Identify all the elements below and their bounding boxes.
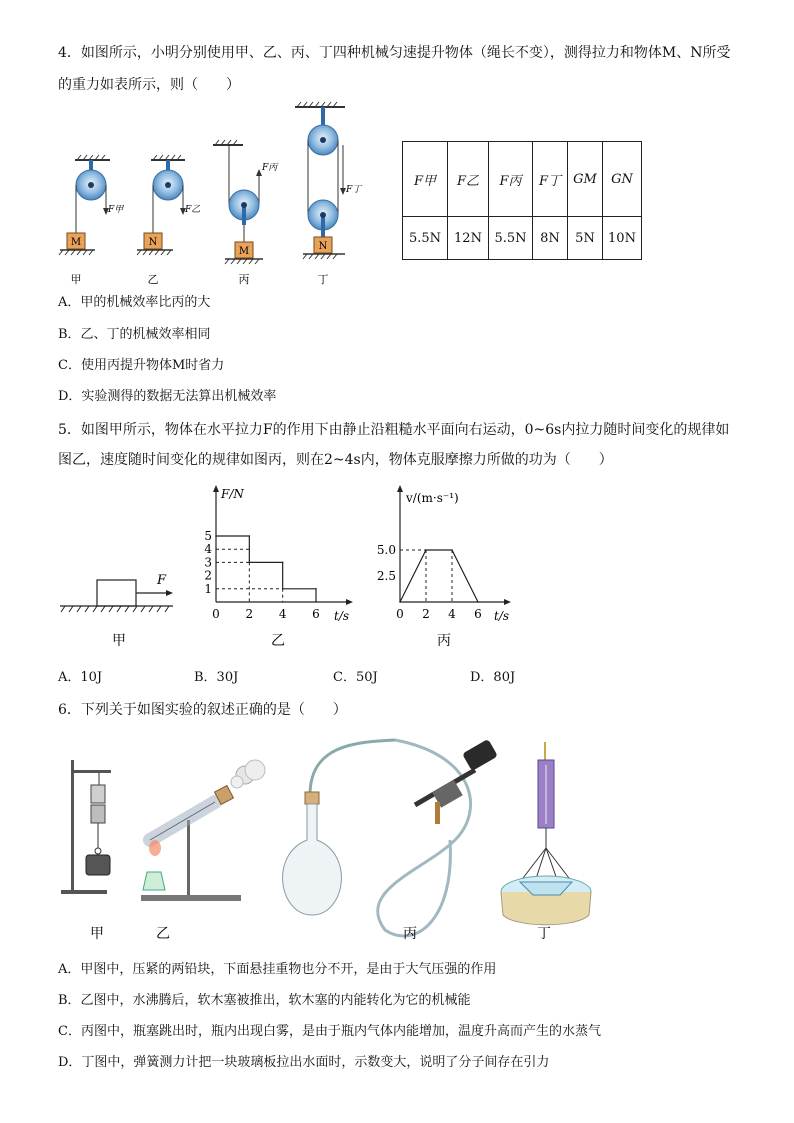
force-label-f: F bbox=[157, 573, 167, 588]
fF-xtick-4: 4 bbox=[278, 607, 287, 621]
th-g-n: GN bbox=[603, 142, 642, 217]
force-chart-xlabel: t/s bbox=[334, 609, 350, 623]
force-chart-ylabel: F/N bbox=[221, 487, 244, 501]
force-label-jia: F甲 bbox=[108, 205, 124, 215]
th-f-yi: F乙 bbox=[448, 142, 489, 217]
fig-label-q6-ding: 丁 bbox=[537, 926, 551, 942]
q4-option-a[interactable]: A．甲的机械效率比丙的大 bbox=[58, 295, 211, 310]
fF-ytick-2: 2 bbox=[204, 568, 212, 583]
q5-stem-line1: 5．如图甲所示，物体在水平拉力F的作用下由静止沿粗糙水平面向右运动，0~6s内拉力随时间变化的规律如 bbox=[58, 422, 730, 438]
fig-label-q5-bing: 丙 bbox=[437, 633, 451, 649]
th-f-ding: F丁 bbox=[533, 142, 568, 217]
pulley-ding bbox=[295, 102, 363, 259]
fF-ytick-3: 3 bbox=[204, 555, 212, 570]
th-f-jia: F甲 bbox=[403, 142, 448, 217]
exp-yi-test-tube bbox=[141, 760, 265, 901]
th-g-m: GM bbox=[568, 142, 603, 217]
th-f-bing: F丙 bbox=[489, 142, 533, 217]
fv-xtick-0: 0 bbox=[396, 607, 404, 621]
q4-pulley-figure bbox=[55, 100, 400, 285]
velocity-chart-xlabel: t/s bbox=[494, 609, 510, 623]
velocity-chart-ylabel: v/(m·s⁻¹) bbox=[406, 491, 459, 505]
q5-chart-force bbox=[196, 482, 366, 650]
td-f-jia: 5.5N bbox=[403, 217, 448, 260]
pulley-yi bbox=[137, 155, 200, 255]
q6-option-d[interactable]: D．丁图中，弹簧测力计把一块玻璃板拉出水面时，示数变大，说明了分子间存在引力 bbox=[58, 1055, 550, 1070]
q5-stem-line2: 图乙，速度随时间变化的规律如图丙，则在2~4s内，物体克服摩擦力所做的功为（ ） bbox=[58, 452, 613, 468]
force-label-yi: F乙 bbox=[185, 205, 201, 215]
pulley-jia bbox=[59, 155, 124, 255]
fig-label-q6-jia: 甲 bbox=[90, 926, 104, 942]
block-bing: M bbox=[238, 246, 250, 257]
q4-option-b[interactable]: B．乙、丁的机械效率相同 bbox=[58, 327, 211, 342]
q6-stem: 6．下列关于如图实验的叙述正确的是（ ） bbox=[58, 702, 347, 718]
fF-ytick-5: 5 bbox=[204, 529, 212, 543]
q6-option-b[interactable]: B．乙图中，水沸腾后，软木塞被推出，软木塞的内能转化为它的机械能 bbox=[58, 993, 471, 1008]
fF-ytick-4: 4 bbox=[204, 542, 212, 557]
td-g-n: 10N bbox=[603, 217, 642, 260]
pulley-bing bbox=[213, 140, 279, 264]
q4-data-table bbox=[402, 141, 642, 260]
velocity-series-line bbox=[400, 550, 478, 602]
fv-ytick-5.0: 5.0 bbox=[376, 543, 396, 557]
exp-jia-lead-blocks bbox=[61, 760, 111, 894]
fig-label-q5-jia: 甲 bbox=[112, 633, 126, 649]
fv-xtick-6: 6 bbox=[474, 607, 482, 621]
td-g-m: 5N bbox=[568, 217, 603, 260]
q4-stem-line2: 的重力如表所示，则（ ） bbox=[58, 77, 240, 93]
q5-option-a[interactable]: A．10J bbox=[58, 670, 103, 685]
q4-option-c[interactable]: C．使用丙提升物体M时省力 bbox=[58, 358, 225, 373]
q5-option-d[interactable]: D．80J bbox=[470, 670, 516, 685]
fig-label-q6-yi: 乙 bbox=[156, 926, 170, 942]
fF-ytick-1: 1 bbox=[204, 581, 212, 596]
td-f-yi: 12N bbox=[448, 217, 489, 260]
exp-bing-flask-pump bbox=[283, 739, 498, 936]
block-ding: N bbox=[318, 241, 328, 252]
fig-label-yi: 乙 bbox=[147, 273, 159, 285]
q6-option-c[interactable]: C．丙图中，瓶塞跳出时，瓶内出现白雾，是由于瓶内气体内能增加，温度升高而产生的水蒸气 bbox=[58, 1024, 601, 1039]
fv-xtick-2: 2 bbox=[422, 607, 430, 621]
q5-option-c[interactable]: C．50J bbox=[333, 670, 378, 685]
fF-xtick-0: 0 bbox=[212, 607, 220, 621]
fig-label-q6-bing: 丙 bbox=[403, 926, 417, 942]
td-f-ding: 8N bbox=[533, 217, 568, 260]
fv-ytick-2.5: 2.5 bbox=[376, 569, 396, 583]
fig-label-ding: 丁 bbox=[317, 273, 329, 285]
q4-option-d[interactable]: D．实验测得的数据无法算出机械效率 bbox=[58, 389, 277, 404]
force-label-ding: F丁 bbox=[346, 185, 362, 195]
fig-label-jia: 甲 bbox=[70, 273, 82, 285]
td-f-bing: 5.5N bbox=[489, 217, 533, 260]
q5-option-b[interactable]: B．30J bbox=[194, 670, 239, 685]
fig-label-bing: 丙 bbox=[238, 273, 250, 285]
q6-option-a[interactable]: A．甲图中，压紧的两铅块，下面悬挂重物也分不开，是由于大气压强的作用 bbox=[58, 962, 497, 977]
fig-label-q5-yi: 乙 bbox=[271, 633, 285, 649]
q5-chart-velocity bbox=[374, 482, 534, 650]
fF-xtick-2: 2 bbox=[245, 607, 254, 621]
exp-ding-spring-scale bbox=[501, 742, 591, 925]
q4-stem-line1: 4．如图所示，小明分别使用甲、乙、丙、丁四种机械匀速提升物体（绳长不变），测得拉力和物体M、N所受 bbox=[58, 45, 731, 61]
fv-xtick-4: 4 bbox=[448, 607, 456, 621]
fF-xtick-6: 6 bbox=[312, 607, 320, 621]
q6-experiments-figure bbox=[55, 730, 595, 945]
force-label-bing: F丙 bbox=[262, 163, 278, 173]
q5-fig-jia bbox=[55, 480, 185, 650]
block-jia: M bbox=[70, 237, 82, 248]
block-yi: N bbox=[148, 237, 158, 248]
